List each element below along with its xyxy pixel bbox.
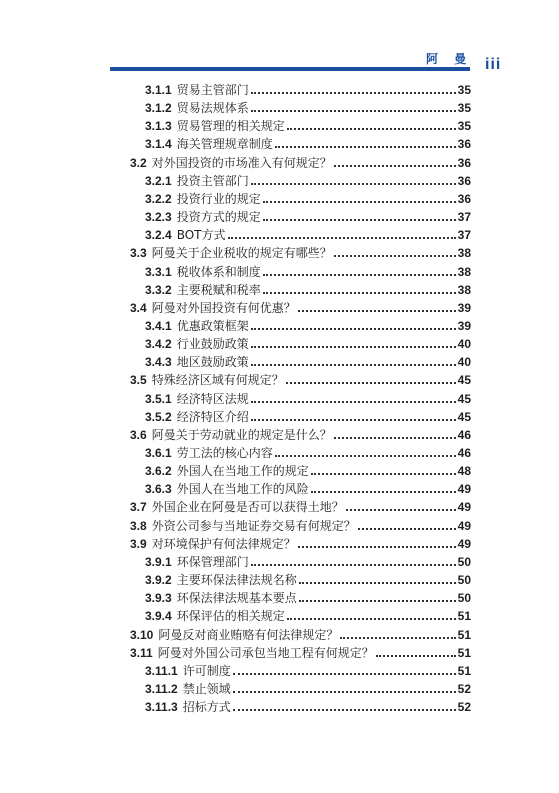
toc-entry[interactable]: [130, 626, 471, 642]
toc-entry-number: 3.9.2: [145, 573, 172, 588]
toc-entry[interactable]: [145, 317, 471, 333]
toc-entry[interactable]: [145, 698, 471, 714]
toc-dot-leader: [263, 274, 456, 276]
toc-dot-leader: [251, 419, 456, 421]
toc-entry[interactable]: [130, 535, 471, 551]
toc-entry-title: 许可制度: [182, 663, 231, 678]
toc-dot-leader: [275, 455, 456, 457]
toc-entry-page: 51: [457, 645, 471, 660]
toc-entry[interactable]: [145, 335, 471, 351]
toc-entry-title: 贸易主管部门: [176, 83, 249, 97]
toc-entry[interactable]: [145, 408, 471, 424]
toc-entry-number: 3.9.4: [145, 609, 172, 624]
toc-entry[interactable]: [145, 553, 471, 569]
toc-entry-title: 经济特区介绍: [176, 409, 249, 424]
toc-entry-page: 45: [457, 391, 471, 406]
toc-entry[interactable]: [145, 99, 471, 115]
toc-dot-leader: [334, 255, 456, 257]
toc-entry-title: 贸易法规体系: [176, 101, 249, 116]
toc-entry-number: 3.6.3: [145, 482, 172, 497]
toc-entry[interactable]: [145, 571, 471, 587]
toc-entry[interactable]: [130, 426, 471, 442]
toc-entry-page: 40: [457, 337, 471, 352]
toc-entry-number: 3.2: [130, 155, 147, 170]
toc-dot-leader: [299, 582, 456, 584]
toc-dot-leader: [311, 473, 456, 475]
toc-dot-leader: [251, 92, 456, 94]
toc-entry[interactable]: [145, 662, 471, 678]
toc-entry-page: 50: [457, 554, 471, 569]
toc-entry[interactable]: [145, 589, 471, 605]
toc-entry-page: 45: [457, 373, 471, 388]
toc-entry-number: 3.11: [130, 645, 153, 660]
toc-entry-number: 3.9.1: [145, 554, 172, 569]
toc-entry-page: 45: [457, 409, 471, 424]
toc-entry-page: 51: [457, 609, 471, 624]
toc-entry-page: 49: [457, 500, 471, 515]
toc-dot-leader: [233, 709, 456, 711]
toc-entry-number: 3.7: [130, 500, 147, 515]
toc-dot-leader: [263, 201, 456, 203]
toc-entry[interactable]: [145, 390, 471, 406]
toc-dot-leader: [346, 509, 456, 511]
toc-entry-page: 40: [457, 355, 471, 370]
toc-entry-title: BOT方式: [176, 228, 226, 243]
toc-dot-leader: [334, 437, 456, 439]
toc-entry-page: 52: [457, 700, 471, 715]
toc-entry-number: 3.9.3: [145, 591, 172, 606]
toc-dot-leader: [263, 292, 456, 294]
toc-entry[interactable]: [130, 644, 471, 660]
toc-entry[interactable]: [145, 263, 471, 279]
toc-entry-title: 外国人在当地工作的规定: [176, 464, 309, 479]
toc-entry-title: 投资行业的规定: [176, 191, 261, 206]
toc-entry-number: 3.11.1: [145, 663, 178, 678]
toc-dot-leader: [251, 110, 456, 112]
toc-entry-title: 投资主管部门: [176, 173, 249, 188]
toc-entry-title: 主要环保法律法规名称: [176, 573, 297, 588]
toc-entry-number: 3.2.2: [145, 191, 172, 206]
toc-entry-page: 38: [457, 246, 471, 261]
toc-dot-leader: [251, 328, 456, 330]
toc-entry-page: 36: [457, 155, 471, 170]
toc-entry-page: 50: [457, 573, 471, 588]
toc-entry-title: 行业鼓励政策: [176, 337, 249, 352]
toc-entry[interactable]: [145, 607, 471, 623]
toc-entry-title: 特殊经济区域有何规定？: [151, 373, 284, 388]
toc-entry-page: 36: [457, 191, 471, 206]
toc-entry-number: 3.4.3: [145, 355, 172, 370]
toc-entry[interactable]: [145, 444, 471, 460]
toc-dot-leader: [299, 600, 456, 602]
toc-entry[interactable]: [145, 135, 471, 151]
toc-entry-number: 3.2.3: [145, 210, 172, 225]
toc-entry-page: 35: [457, 83, 471, 97]
toc-entry[interactable]: [145, 353, 471, 369]
toc-dot-leader: [287, 128, 456, 130]
toc-entry-title: 外国企业在阿曼是否可以获得土地？: [151, 500, 344, 515]
toc-entry-page: 35: [457, 101, 471, 116]
toc-entry-number: 3.6.2: [145, 464, 172, 479]
toc-entry-page: 48: [457, 464, 471, 479]
toc-entry-title: 海关管理规章制度: [176, 137, 273, 152]
toc-dot-leader: [358, 528, 456, 530]
toc-dot-leader: [263, 219, 456, 221]
toc-entry-number: 3.3.2: [145, 282, 172, 297]
toc-entry-title: 对外国投资的市场准入有何规定？: [151, 155, 332, 170]
toc-entry[interactable]: [145, 281, 471, 297]
running-header-title: 阿 曼: [426, 52, 473, 66]
toc-dot-leader: [298, 310, 456, 312]
toc-entry-title: 环保评估的相关规定: [176, 609, 285, 624]
toc-entry-page: 35: [457, 119, 471, 134]
toc-entry-title: 投资方式的规定: [176, 210, 261, 225]
toc-entry-number: 3.9: [130, 536, 147, 551]
toc-entry-page: 36: [457, 137, 471, 152]
toc-entry[interactable]: [130, 299, 471, 315]
toc-dot-leader: [298, 546, 456, 548]
toc-dot-leader: [287, 618, 456, 620]
toc-entry[interactable]: [130, 498, 471, 514]
toc-dot-leader: [228, 237, 456, 239]
toc-entry[interactable]: [145, 226, 471, 242]
toc-entry-title: 税收体系和制度: [176, 264, 261, 279]
toc-entry[interactable]: [130, 244, 471, 260]
toc-entry-page: 50: [457, 591, 471, 606]
toc-entry-title: 阿曼关于企业税收的规定有哪些？: [151, 246, 332, 261]
toc-entry-page: 39: [457, 300, 471, 315]
toc-entry-page: 49: [457, 518, 471, 533]
toc-entry-title: 环保法律法规基本要点: [176, 591, 297, 606]
toc-entry-title: 优惠政策框架: [176, 318, 249, 333]
page-number: iii: [485, 56, 502, 73]
toc-entry-page: 38: [457, 264, 471, 279]
toc-entry-title: 地区鼓励政策: [176, 355, 249, 370]
toc-entry-number: 3.4.1: [145, 318, 172, 333]
toc-entry-page: 37: [457, 210, 471, 225]
toc-entry-title: 阿曼关于劳动就业的规定是什么？: [151, 427, 332, 442]
toc-entry-number: 3.10: [130, 627, 154, 642]
toc-entry-number: 3.5.2: [145, 409, 172, 424]
toc-entry-number: 3.1.1: [145, 83, 172, 97]
toc-entry-number: 3.11.2: [145, 681, 178, 696]
toc-entry[interactable]: [130, 371, 471, 387]
toc-entry-page: 37: [457, 228, 471, 243]
toc-dot-leader: [251, 564, 456, 566]
toc-dot-leader: [311, 491, 456, 493]
toc-entry-number: 3.8: [130, 518, 147, 533]
toc-entry-number: 3.6.1: [145, 446, 172, 460]
toc-entry-page: 49: [457, 482, 471, 497]
toc-entry-page: 49: [457, 536, 471, 551]
toc-entry-title: 贸易管理的相关规定: [176, 119, 285, 134]
toc-entry-number: 3.3: [130, 246, 147, 261]
toc-entry-title: 阿曼对外国公司承包当地工程有何规定？: [157, 645, 374, 660]
toc-entry-number: 3.4.2: [145, 337, 172, 352]
toc-dot-leader: [233, 691, 456, 693]
toc-entry-number: 3.11.3: [145, 700, 178, 715]
toc-entry-page: 51: [457, 627, 471, 642]
toc-entry-title: 外资公司参与当地证券交易有何规定？: [151, 518, 356, 533]
toc-entry-title: 经济特区法规: [176, 391, 249, 406]
toc-entry-number: 3.1.2: [145, 101, 172, 116]
toc-entry-page: 51: [457, 663, 471, 678]
toc-entry[interactable]: [145, 462, 471, 478]
toc-entry-number: 3.3.1: [145, 264, 172, 279]
toc-entry-page: 52: [457, 681, 471, 696]
toc-entry[interactable]: [145, 680, 471, 696]
toc-entry-title: 禁止领域: [182, 681, 231, 696]
toc-entry-page: 36: [457, 173, 471, 188]
toc-entry-number: 3.5.1: [145, 391, 172, 406]
toc-entry[interactable]: [130, 154, 471, 170]
toc-entry-title: 劳工法的核心内容: [176, 446, 273, 460]
toc-dot-leader: [251, 401, 456, 403]
toc-entry-number: 3.2.1: [145, 173, 172, 188]
toc-entry[interactable]: [145, 190, 471, 206]
toc-dot-leader: [251, 183, 456, 185]
toc-dot-leader: [340, 637, 455, 639]
toc-entry-page: 39: [457, 318, 471, 333]
toc-entry-title: 环保管理部门: [176, 554, 249, 569]
toc-entry-page: 46: [457, 427, 471, 442]
toc-entry[interactable]: [145, 81, 471, 97]
toc-entry-number: 3.1.4: [145, 137, 172, 152]
toc-dot-leader: [275, 146, 456, 148]
toc-entry-number: 3.2.4: [145, 228, 172, 243]
toc-entry-title: 招标方式: [182, 700, 231, 715]
toc-entry[interactable]: [145, 117, 471, 133]
toc-entry[interactable]: [130, 517, 471, 533]
toc-entry-number: 3.4: [130, 300, 147, 315]
toc-dot-leader: [233, 673, 456, 675]
toc-dot-leader: [286, 382, 456, 384]
toc-dot-leader: [334, 165, 456, 167]
header-rule: [110, 67, 470, 71]
toc-entry-number: 3.6: [130, 427, 147, 442]
toc-entry-page: 38: [457, 282, 471, 297]
toc-entry-title: 阿曼反对商业贿赂有何法律规定？: [158, 627, 339, 642]
toc-entry-title: 外国人在当地工作的风险: [176, 482, 309, 497]
toc-dot-leader: [251, 346, 456, 348]
toc-dot-leader: [376, 655, 456, 657]
toc-entry-page: 46: [457, 446, 471, 460]
toc-entry-title: 主要税赋和税率: [176, 282, 261, 297]
toc-entry-title: 对环境保护有何法律规定？: [151, 536, 296, 551]
toc-entry[interactable]: [145, 208, 471, 224]
toc-entry-number: 3.1.3: [145, 119, 172, 134]
toc-entry-title: 阿曼对外国投资有何优惠？: [151, 300, 296, 315]
toc-entry[interactable]: [145, 480, 471, 496]
toc-entry-number: 3.5: [130, 373, 147, 388]
toc-dot-leader: [251, 364, 456, 366]
toc-entry[interactable]: [145, 172, 471, 188]
